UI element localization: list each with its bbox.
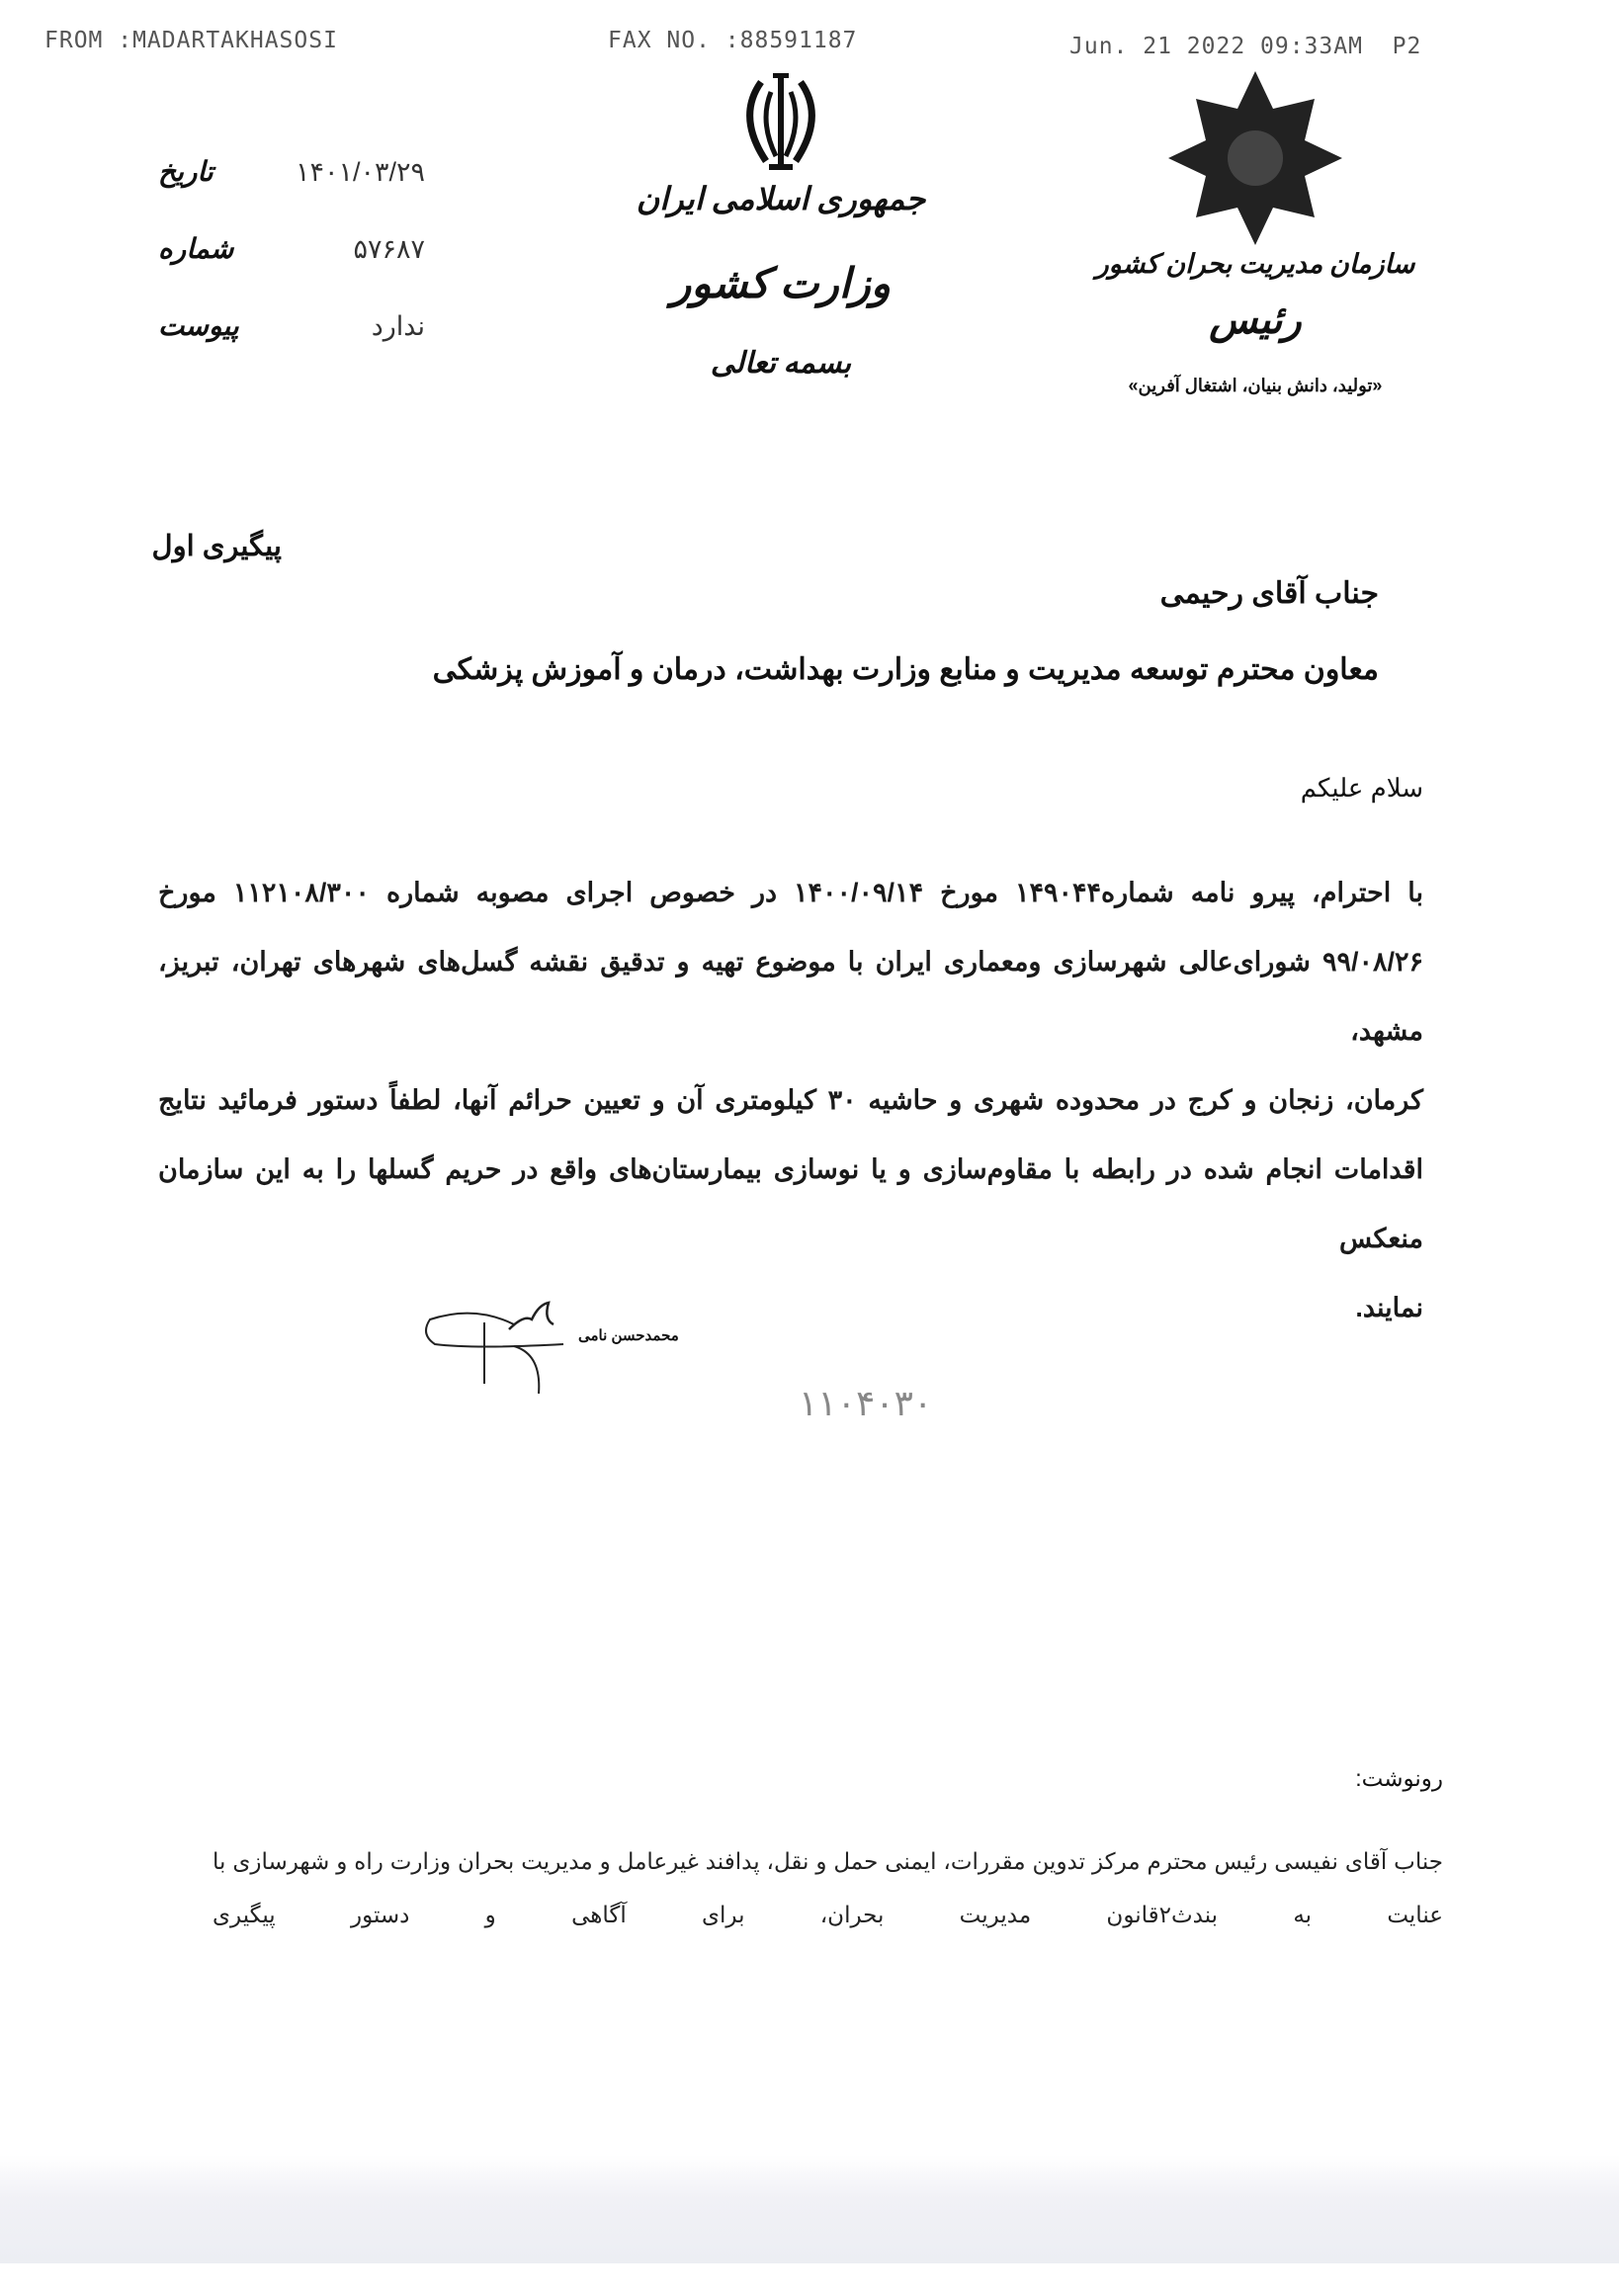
fax-page: P2 <box>1392 34 1422 59</box>
cc-line: جناب آقای نفیسی رئیس محترم مرکز تدوین مقررات، ایمنی حمل و نقل، پدافند غیرعامل و مدیریت بحران وزارت راه و شهرسازی با <box>213 1848 1443 1874</box>
attachment-value: ندارد <box>371 310 425 341</box>
body-line: کرمان، زنجان و کرج در محدوده شهری و حاشیه ۳۰ کیلومتری آن و تعیین حرائم آنها، لطفاً دستور فرمائید نتایج <box>158 1085 1423 1115</box>
cc-list <box>213 1834 1443 1941</box>
ministry-name: وزارت کشور <box>671 262 891 307</box>
date-label: تاریخ <box>158 157 213 188</box>
signature-icon <box>415 1295 573 1408</box>
number-label: شماره <box>158 234 234 265</box>
number-row <box>158 211 425 288</box>
crisis-management-logo-icon <box>1166 69 1344 252</box>
letter-metadata <box>158 133 425 365</box>
body-line: با احترام، پیرو نامه شماره۱۴۹۰۴۴ مورخ ۱۴۰۰/۰۹/۱۴ در خصوص اجرای مصوبه شماره ۱۱۲۱۰۸/۳۰۰ مورخ <box>158 878 1423 907</box>
body-line: نمایند. <box>1355 1293 1423 1322</box>
fax-timestamp <box>1069 34 1421 59</box>
organization-name: سازمان مدیریت بحران کشور <box>1095 249 1415 279</box>
position-title: رئیس <box>1209 298 1302 342</box>
fax-number: FAX NO. :88591187 <box>608 28 858 53</box>
letter-body <box>158 858 1423 1342</box>
attachment-label: پیوست <box>158 311 239 342</box>
scan-shading <box>0 2155 1619 2263</box>
recipient-title: معاون محترم توسعه مدیریت و منابع وزارت بهداشت، درمان و آموزش پزشکی <box>432 653 1379 686</box>
country-name: جمهوری اسلامی ایران <box>636 181 926 216</box>
invocation: بسمه تعالی <box>710 347 852 380</box>
attachment-row <box>158 288 425 365</box>
date-row <box>158 133 425 211</box>
iran-emblem-icon <box>731 67 830 181</box>
greeting: سلام علیکم <box>1300 773 1423 803</box>
recipient-name: جناب آقای رحیمی <box>1159 577 1379 610</box>
fax-time: Jun. 21 2022 09:33AM <box>1069 34 1363 59</box>
date-value: ۱۴۰۱/۰۳/۲۹ <box>295 156 425 187</box>
motto: «تولید، دانش بنیان، اشتغال آفرین» <box>1128 376 1383 395</box>
body-line: ۹۹/۰۸/۲۶ شورای‌عالی شهرسازی ومعماری ایران با موضوع تهیه و تدقیق نقشه گسل‌های شهرهای تهران، تبریز، مشهد، <box>158 947 1423 1046</box>
signatory-name: محمدحسن نامی <box>578 1327 679 1344</box>
fax-from: FROM :MADARTAKHASOSI <box>44 28 338 53</box>
cc-label: رونوشت: <box>1355 1765 1443 1791</box>
body-line: اقدامات انجام شده در رابطه با مقاوم‌سازی و یا نوسازی بیمارستان‌های واقع در حریم گسلها را به این سازمان منعکس <box>158 1154 1423 1253</box>
number-value: ۵۷۶۸۷ <box>353 233 425 264</box>
follow-up-label: پیگیری اول <box>151 531 282 562</box>
handwritten-note: ۱۱۰۴۰۳۰ <box>799 1384 933 1424</box>
cc-line: عنایت به بندث۲قانون مدیریت بحران، برای آگاهی و دستور پیگیری <box>213 1902 1443 1927</box>
